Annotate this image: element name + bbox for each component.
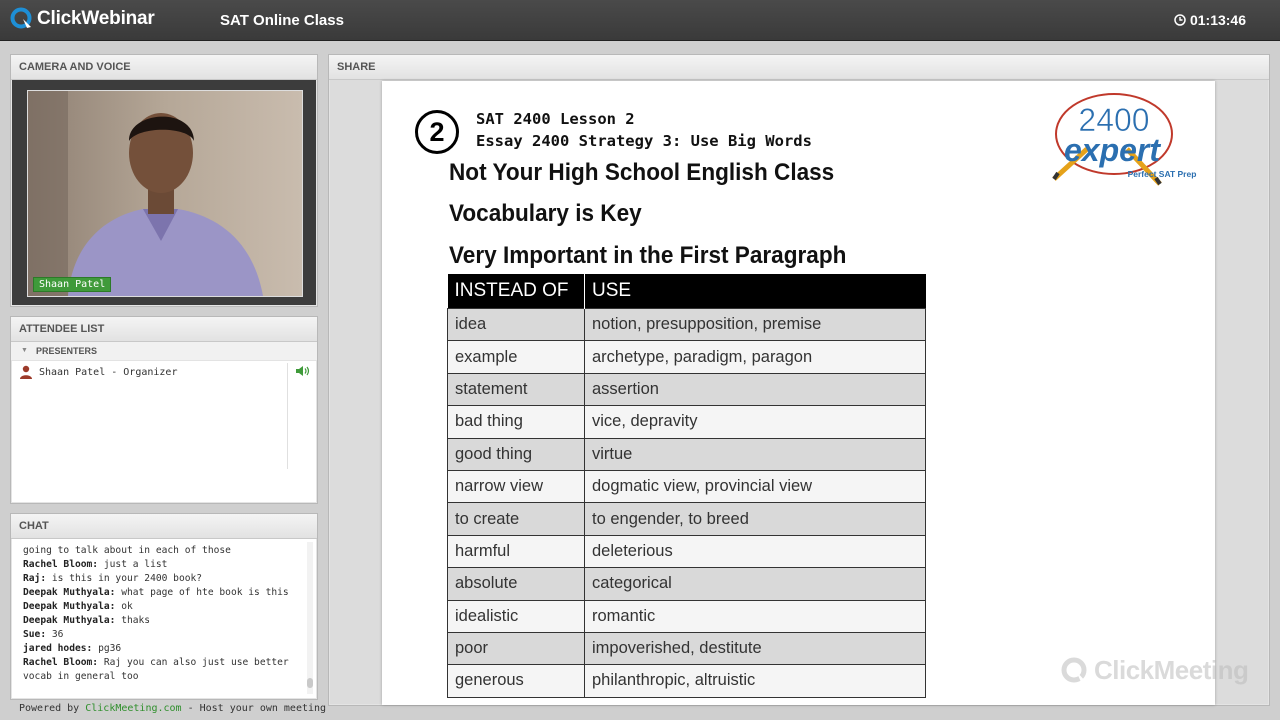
attendee-name: Shaan Patel - Organizer bbox=[39, 366, 178, 378]
presenter-name-tag: Shaan Patel bbox=[33, 277, 111, 292]
chat-sender: Deepak Muthyala: bbox=[23, 615, 116, 626]
presenter-video-image bbox=[28, 91, 302, 296]
presenters-group-toggle[interactable] bbox=[11, 342, 317, 361]
svg-text:expert: expert bbox=[1063, 132, 1161, 168]
attendee-list-divider bbox=[287, 363, 288, 469]
use-cell: categorical bbox=[585, 568, 926, 600]
2400-expert-logo bbox=[1032, 89, 1202, 214]
chat-message bbox=[23, 642, 305, 656]
presenters-group-label: PRESENTERS bbox=[35, 346, 97, 356]
speaker-icon[interactable] bbox=[295, 365, 311, 377]
meeting-title: SAT Online Class bbox=[220, 12, 344, 29]
chat-sender: Deepak Muthyala: bbox=[23, 587, 116, 598]
instead-of-cell: narrow view bbox=[448, 470, 585, 502]
chat-panel bbox=[10, 513, 318, 700]
collapse-triangle-icon: ▼ bbox=[21, 347, 28, 354]
shared-slide bbox=[382, 81, 1249, 705]
powered-by-footer: Powered by ClickMeeting.com - Host your own meeting bbox=[19, 703, 327, 714]
user-icon bbox=[19, 365, 33, 379]
instead-of-cell: idea bbox=[448, 309, 585, 341]
chat-message bbox=[23, 600, 305, 614]
chat-sender: Raj: bbox=[23, 573, 47, 584]
slide-heading-1: Not Your High School English Class bbox=[449, 159, 835, 186]
table-row bbox=[448, 373, 926, 405]
instead-of-cell: harmful bbox=[448, 535, 585, 567]
table-row bbox=[448, 535, 926, 567]
clickmeeting-link[interactable]: ClickMeeting.com bbox=[85, 703, 182, 714]
clickwebinar-logo bbox=[10, 7, 155, 31]
share-panel-title: SHARE bbox=[329, 55, 1269, 80]
slide-heading-3: Very Important in the First Paragraph bbox=[449, 242, 847, 269]
table-row bbox=[448, 341, 926, 373]
clickmeeting-watermark bbox=[1060, 655, 1248, 686]
chat-message bbox=[23, 544, 305, 558]
chat-sender: jared hodes: bbox=[23, 643, 93, 654]
attendee-list-title: ATTENDEE LIST bbox=[11, 317, 317, 342]
slide-heading-2: Vocabulary is Key bbox=[449, 200, 642, 227]
column-header-use: USE bbox=[585, 274, 926, 309]
use-cell: vice, depravity bbox=[585, 406, 926, 438]
use-cell: impoverished, destitute bbox=[585, 632, 926, 664]
lesson-line-2: Essay 2400 Strategy 3: Use Big Words bbox=[476, 132, 812, 150]
chat-sender: Rachel Bloom: bbox=[23, 559, 99, 570]
camera-panel bbox=[10, 54, 318, 307]
clickwebinar-logo-icon bbox=[10, 7, 34, 31]
lesson-title bbox=[476, 108, 812, 152]
chat-message bbox=[23, 614, 305, 628]
use-cell: philanthropic, altruistic bbox=[585, 665, 926, 697]
logo-text: ClickWebinar bbox=[37, 8, 155, 29]
chat-message bbox=[23, 586, 305, 600]
use-cell: archetype, paradigm, paragon bbox=[585, 341, 926, 373]
table-row bbox=[448, 309, 926, 341]
chat-text: pg36 bbox=[92, 643, 122, 654]
table-row bbox=[448, 600, 926, 632]
instead-of-cell: absolute bbox=[448, 568, 585, 600]
table-header-row bbox=[448, 274, 926, 309]
instead-of-cell: idealistic bbox=[448, 600, 585, 632]
chat-text: 36 bbox=[46, 629, 64, 640]
session-timer bbox=[1174, 12, 1246, 28]
chat-sender: Deepak Muthyala: bbox=[23, 601, 116, 612]
chat-message bbox=[23, 572, 305, 586]
instead-of-cell: statement bbox=[448, 373, 585, 405]
share-panel bbox=[328, 54, 1270, 706]
svg-text:Perfect SAT Prep: Perfect SAT Prep bbox=[1127, 169, 1197, 179]
svg-text:2400: 2400 bbox=[1078, 102, 1150, 138]
instead-of-cell: poor bbox=[448, 632, 585, 664]
use-cell: romantic bbox=[585, 600, 926, 632]
instead-of-cell: generous bbox=[448, 665, 585, 697]
chat-text: ok bbox=[115, 601, 133, 612]
chat-text: going to talk about in each of those bbox=[23, 545, 231, 556]
table-row bbox=[448, 503, 926, 535]
lesson-number-badge: 2 bbox=[415, 110, 459, 154]
clock-icon bbox=[1174, 14, 1186, 26]
table-row bbox=[448, 470, 926, 502]
chat-message bbox=[23, 656, 305, 684]
table-row bbox=[448, 665, 926, 697]
attendee-row[interactable] bbox=[11, 361, 317, 383]
chat-message bbox=[23, 628, 305, 642]
timer-value: 01:13:46 bbox=[1189, 12, 1246, 28]
use-cell: virtue bbox=[585, 438, 926, 470]
attendee-list-panel bbox=[10, 316, 318, 504]
top-bar bbox=[0, 0, 1280, 41]
camera-panel-title: CAMERA AND VOICE bbox=[11, 55, 317, 80]
instead-of-cell: good thing bbox=[448, 438, 585, 470]
vocabulary-table bbox=[447, 274, 926, 698]
instead-of-cell: bad thing bbox=[448, 406, 585, 438]
lesson-line-1: SAT 2400 Lesson 2 bbox=[476, 110, 635, 128]
use-cell: notion, presupposition, premise bbox=[585, 309, 926, 341]
instead-of-cell: example bbox=[448, 341, 585, 373]
watermark-text: ClickMeeting bbox=[1094, 655, 1249, 685]
instead-of-cell: to create bbox=[448, 503, 585, 535]
table-row bbox=[448, 568, 926, 600]
table-row bbox=[448, 632, 926, 664]
chat-sender: Rachel Bloom: bbox=[23, 657, 99, 668]
chat-scrollbar[interactable] bbox=[307, 542, 313, 694]
chat-scrollbar-thumb[interactable] bbox=[307, 678, 313, 688]
chat-panel-title: CHAT bbox=[11, 514, 317, 539]
chat-messages bbox=[23, 544, 305, 694]
chat-text: just a list bbox=[98, 559, 168, 570]
use-cell: assertion bbox=[585, 373, 926, 405]
presenter-video[interactable] bbox=[27, 90, 303, 297]
chat-text: is this in your 2400 book? bbox=[46, 573, 203, 584]
use-cell: to engender, to breed bbox=[585, 503, 926, 535]
table-row bbox=[448, 438, 926, 470]
table-row bbox=[448, 406, 926, 438]
use-cell: deleterious bbox=[585, 535, 926, 567]
chat-text: what page of hte book is this bbox=[115, 587, 289, 598]
use-cell: dogmatic view, provincial view bbox=[585, 470, 926, 502]
chat-sender: Sue: bbox=[23, 629, 47, 640]
chat-message bbox=[23, 558, 305, 572]
chat-text: Raj you can also just use better vocab in general too bbox=[23, 657, 289, 682]
column-header-instead-of: INSTEAD OF bbox=[448, 274, 585, 309]
chat-text: thaks bbox=[115, 615, 151, 626]
clickmeeting-watermark-icon bbox=[1060, 656, 1090, 686]
